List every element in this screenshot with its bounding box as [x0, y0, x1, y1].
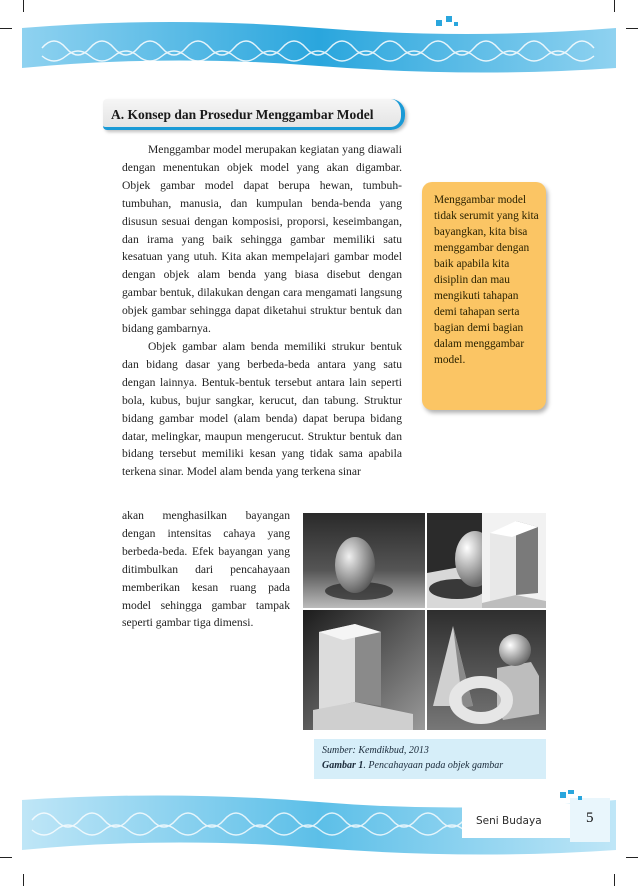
- figure-source: Sumber: Kemdikbud, 2013: [322, 745, 429, 756]
- crop-mark: [23, 874, 24, 886]
- page-number: 5: [586, 810, 594, 826]
- crop-mark: [614, 0, 615, 12]
- callout-box: [422, 182, 546, 410]
- photo-prism: [482, 513, 546, 608]
- header-decoration: [22, 14, 616, 78]
- crop-mark: [23, 0, 24, 12]
- paragraph-continued: akan menghasilkan bayangan dengan intensitas cahaya yang berbeda-beda. Efek bayangan yang ditimbulkan dari pencahayaan memberikan kesan ruang pada model sehingga gambar tampak seperti gambar tiga dimensi.: [122, 509, 290, 630]
- crop-mark: [0, 28, 12, 29]
- figure-title: . Pencahayaan pada objek gambar: [363, 760, 504, 771]
- crop-mark: [626, 28, 638, 29]
- body-text: [122, 141, 402, 481]
- section-heading: A. Konsep dan Prosedur Menggambar Model: [103, 99, 405, 130]
- book-title: Seni Budaya: [476, 815, 542, 827]
- paragraph: Menggambar model merupakan kegiatan yang diawali dengan menentukan objek model yang akan digambar. Objek gambar model dapat berupa hewan, tumbuh-tumbuhan, manusia, dan kumpulan benda-benda yang disusun sesuai dengan komposisi, proporsi, keseimbangan, dan irama yang baik sehingga gambar memiliki satu kesatuan yang utuh. Kita akan mempelajari gambar model dengan objek alam benda yang biasa disebut dengan gambar bentuk, dilakukan dengan cara mengamati langsung objek gambar sehingga dapat diketahui struktur bentuk dan bidang gambarnya.: [122, 143, 402, 336]
- crop-mark: [0, 857, 12, 858]
- photo-cube: [303, 610, 425, 730]
- figure-caption: [314, 739, 546, 779]
- paragraph: Objek gambar alam benda memiliki strukur bentuk dan bidang dasar yang berbeda-beda antara yang satu dengan lainnya. Bentuk-bentuk tersebut antara lain seperti bola, kubus, bujur sangkar, kerucut, dan tabung. Struktur bidang gambar model (alam benda) dapat berupa bidang datar, melingkar, maupun mengerucut. Struktur bentuk dan bidang tersebut memiliki kesan yang tidak sama apabila terkena sinar. Model alam benda yang terkena sinar: [122, 339, 402, 479]
- photo-geometric-shapes: [427, 610, 546, 730]
- photo-egg: [303, 513, 425, 608]
- callout-text: Menggambar model tidak serumit yang kita bayangkan, kita bisa menggambar dengan baik apabila kita disiplin dan mau mengikuti tahapan demi tahapan serta bagian demi bagian dalam menggambar model.: [434, 194, 539, 366]
- figure-label: Gambar 1: [322, 760, 364, 771]
- crop-mark: [626, 857, 638, 858]
- crop-mark: [614, 874, 615, 886]
- figure-title-line: [322, 758, 538, 773]
